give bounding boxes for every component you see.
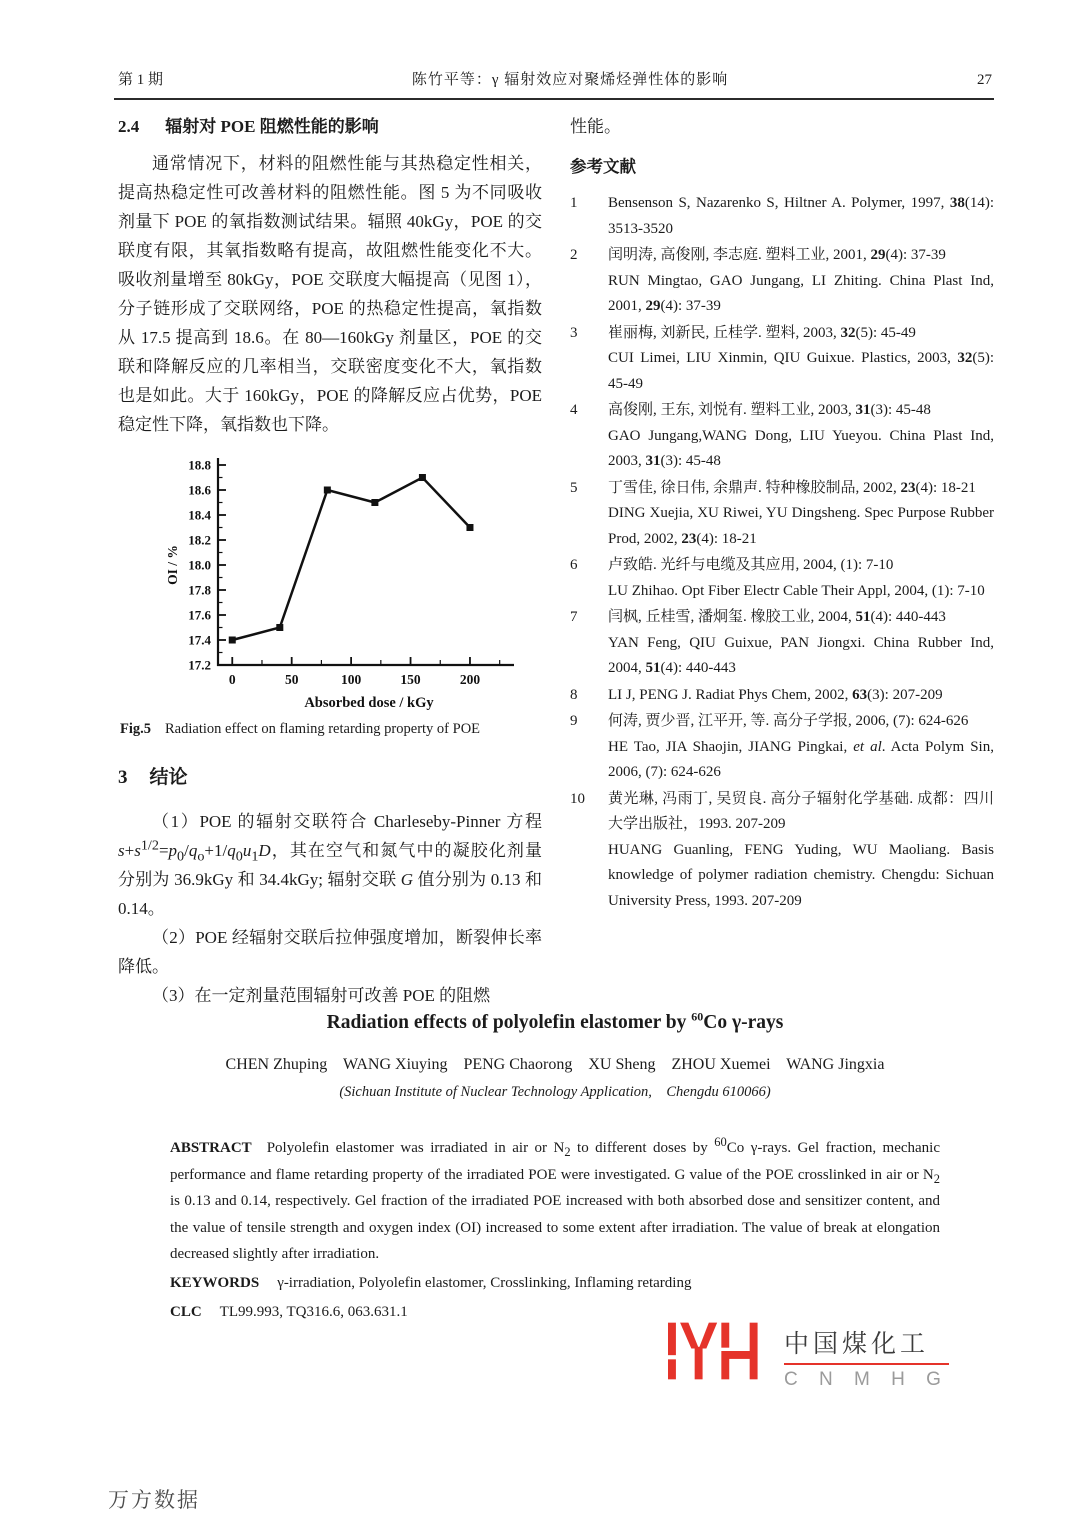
logo-red-rule bbox=[784, 1363, 949, 1365]
reference-number: 4 bbox=[570, 402, 578, 418]
conclusion-item: （3）在一定剂量范围辐射可改善 POE 的阻燃 bbox=[152, 986, 491, 1005]
reference-item bbox=[570, 476, 994, 553]
oi-line-chart bbox=[164, 451, 520, 713]
reference-citation: 黄光琳, 冯雨丁, 吴贸良. 高分子辐射化学基础. 成都：四川大学出版社，1993. 207-209 bbox=[608, 790, 994, 832]
reference-citation: LI J, PENG J. Radiat Phys Chem, 2002, 63(3): 207-209 bbox=[608, 686, 943, 703]
running-title: 陈竹平等：γ 辐射效应对聚烯烃弹性体的影响 bbox=[411, 72, 729, 88]
reference-body bbox=[608, 709, 994, 786]
svg-text:18.2: 18.2 bbox=[188, 532, 211, 548]
abstract-label: ABSTRACT bbox=[170, 1140, 252, 1156]
reference-item bbox=[570, 709, 994, 786]
reference-item bbox=[570, 553, 994, 604]
section-number: 2.4 bbox=[118, 117, 140, 136]
reference-body bbox=[608, 321, 994, 398]
svg-text:18.6: 18.6 bbox=[188, 482, 211, 498]
reference-item bbox=[570, 605, 994, 682]
keywords-line bbox=[170, 1270, 940, 1297]
svg-text:100: 100 bbox=[340, 672, 362, 687]
reference-citation: Bensenson S, Nazarenko S, Hiltner A. Polymer, 1997, 38(14): 3513-3520 bbox=[608, 195, 994, 237]
header-rule bbox=[114, 98, 994, 100]
conclusions bbox=[118, 807, 542, 1010]
english-title: Radiation effects of polyolefin elastomer by $^{60}$Co γ-rays bbox=[326, 1009, 784, 1033]
cnmhg-logo bbox=[668, 1322, 949, 1391]
section-title: 辐射对 POE 阻燃性能的影响 bbox=[165, 117, 379, 136]
keywords-label: KEYWORDS bbox=[170, 1274, 260, 1291]
figure-caption-text: Radiation effect on flaming retarding property of POE bbox=[165, 721, 481, 737]
authors-line: CHEN Zhuping WANG Xiuying PENG Chaorong XU Sheng ZHOU Xuemei WANG Jingxia bbox=[225, 1056, 885, 1073]
reference-citation: 高俊刚, 王东, 刘悦有. 塑料工业, 2003, 31(3): 45-48 bbox=[608, 402, 931, 418]
svg-text:200: 200 bbox=[459, 672, 481, 687]
reference-number: 3 bbox=[570, 324, 578, 341]
logo-latin-name: C N M H G bbox=[784, 1369, 949, 1390]
svg-text:Absorbed dose / kGy: Absorbed dose / kGy bbox=[304, 695, 434, 711]
reference-citation: DING Xuejia, XU Riwei, YU Dingsheng. Spec Purpose Rubber Prod, 2002, 23(4): 18-21 bbox=[608, 505, 994, 547]
references-list bbox=[570, 191, 994, 914]
svg-text:18.4: 18.4 bbox=[188, 507, 211, 523]
svg-text:18.8: 18.8 bbox=[188, 457, 211, 473]
svg-text:50: 50 bbox=[284, 672, 299, 687]
figure-caption-label: Fig.5 bbox=[120, 721, 152, 737]
reference-number: 1 bbox=[570, 195, 578, 211]
continuation-text: 性能。 bbox=[570, 117, 621, 136]
reference-item bbox=[570, 243, 994, 320]
reference-item bbox=[570, 321, 994, 398]
keywords-text: γ-irradiation, Polyolefin elastomer, Crosslinking, Inflaming retarding bbox=[277, 1274, 692, 1291]
affiliation-line: (Sichuan Institute of Nuclear Technology Application, Chengdu 610066) bbox=[339, 1084, 771, 1100]
reference-number: 9 bbox=[570, 713, 578, 729]
clc-label: CLC bbox=[170, 1303, 202, 1320]
english-section bbox=[118, 1000, 992, 1326]
svg-text:17.6: 17.6 bbox=[188, 607, 211, 623]
reference-body bbox=[608, 191, 994, 242]
reference-citation: 崔丽梅, 刘新民, 丘桂学. 塑料, 2003, 32(5): 45-49 bbox=[608, 324, 916, 341]
section-3-heading bbox=[118, 762, 542, 789]
section-number: 3 bbox=[118, 767, 128, 788]
reference-citation: 闰明涛, 高俊刚, 李志庭. 塑料工业, 2001, 29(4): 37-39 bbox=[608, 247, 946, 263]
reference-citation: 卢致皓. 光纤与电缆及其应用, 2004, (1): 7-10 bbox=[608, 557, 894, 573]
reference-citation: HE Tao, JIA Shaojin, JIANG Pingkai, et al. Acta Polym Sin, 2006, (7): 624-626 bbox=[608, 738, 994, 780]
page-number: 27 bbox=[977, 72, 992, 88]
reference-item bbox=[570, 398, 994, 475]
reference-citation: CUI Limei, LIU Xinmin, QIU Guixue. Plastics, 2003, 32(5): 45-49 bbox=[608, 350, 994, 392]
reference-body bbox=[608, 605, 994, 682]
reference-body bbox=[608, 476, 994, 553]
svg-text:OI / %: OI / % bbox=[165, 545, 180, 585]
reference-citation: YAN Feng, QIU Guixue, PAN Jiongxi. China Rubber Ind, 2004, 51(4): 440-443 bbox=[608, 634, 994, 676]
svg-text:0: 0 bbox=[228, 672, 236, 687]
reference-citation: RUN Mingtao, GAO Jungang, LI Zhiting. China Plast Ind, 2001, 29(4): 37-39 bbox=[608, 272, 994, 314]
svg-text:17.4: 17.4 bbox=[188, 632, 211, 648]
reference-item bbox=[570, 191, 994, 242]
abstract-paragraph bbox=[170, 1135, 940, 1268]
page-header bbox=[118, 68, 992, 89]
reference-number: 8 bbox=[570, 686, 578, 703]
logo-chinese-name: 中国煤化工 bbox=[784, 1330, 930, 1358]
conclusion-item: （1）POE 的辐射交联符合 Charleseby-Pinner 方程 $s+s^{1/2}=p_0/q_o+1/q_0u_1D$，其在空气和氮气中的凝胶化剂量分别为 36.9kGy 和 34.4kGy; 辐射交联 G 值分别为 0.13 和 0.14。 bbox=[118, 812, 542, 918]
reference-item bbox=[570, 787, 994, 915]
clc-text: TL99.993, TQ316.6, 063.631.1 bbox=[219, 1303, 408, 1320]
figure-5-caption bbox=[120, 721, 542, 738]
wanfang-watermark: 万方数据 bbox=[108, 1489, 200, 1512]
monogram-shapes bbox=[668, 1323, 758, 1380]
reference-citation: LU Zhihao. Opt Fiber Electr Cable Their Appl, 2004, (1): 7-10 bbox=[608, 582, 985, 599]
abstract-text: Polyolefin elastomer was irradiated in air or $N_2$ to different doses by $^{60}$Co γ-rays. Gel fraction, mechanic performance and flame retarding property of the irradiated POE were investigated. G value of the POE crosslinked in air or $N_2$ is 0.13 and 0.14, respectively. Gel fraction of the irradiated POE increased with both absorbed dose and sensitizer content, and the value of tensile strength and oxygen index (OI) increased to some extent after irradiation. The value of break at elongation decreased slightly after irradiation. bbox=[170, 1135, 940, 1262]
reference-number: 6 bbox=[570, 557, 578, 573]
reference-citation: HUANG Guanling, FENG Yuding, WU Maoliang. Basis knowledge of polymer radiation chemistry. Chengdu: Sichuan University Press, 1993. 207-209 bbox=[608, 841, 994, 909]
reference-body bbox=[608, 398, 994, 475]
svg-text:17.2: 17.2 bbox=[188, 657, 211, 673]
reference-number: 10 bbox=[570, 790, 585, 807]
reference-body bbox=[608, 787, 994, 915]
reference-item bbox=[570, 683, 994, 709]
reference-body bbox=[608, 553, 994, 604]
right-column bbox=[570, 112, 994, 915]
reference-citation: GAO Jungang,WANG Dong, LIU Yueyou. China Plast Ind, 2003, 31(3): 45-48 bbox=[608, 427, 994, 469]
svg-text:17.8: 17.8 bbox=[188, 582, 211, 598]
reference-number: 2 bbox=[570, 247, 578, 263]
section-2-4-heading bbox=[118, 112, 542, 137]
reference-number: 5 bbox=[570, 479, 578, 496]
section-2-4-paragraph: 通常情况下，材料的阻燃性能与其热稳定性相关，提高热稳定性可改善材料的阻燃性能。图 5 为不同吸收剂量下 POE 的氧指数测试结果。辐照 40kGy，POE 的交联度有限，其氧指数略有提高，故阻燃性能变化不大。吸收剂量增至 80kGy，POE 交联度大幅提高（见图 1），分子链形成了交联网络，POE 的热稳定性提高，氧指数从 17.5 提高到 18.6。在 80—160kGy 剂量区，POE 的交联和降解反应的几率相当，交联密度变化不大，氧指数也是如此。大于 160kGy，POE 的降解反应占优势，POE 稳定性下降，氧指数也下降。 bbox=[118, 154, 542, 434]
reference-citation: 何涛, 贾少晋, 江平开, 等. 高分子学报, 2006, (7): 624-626 bbox=[608, 713, 969, 729]
reference-body bbox=[608, 243, 994, 320]
references-heading: 参考文献 bbox=[570, 157, 636, 176]
reference-citation: 丁雪佳, 徐日伟, 余鼎声. 特种橡胶制品, 2002, 23(4): 18-21 bbox=[608, 479, 976, 496]
left-column bbox=[118, 112, 542, 1010]
reference-body bbox=[608, 683, 994, 709]
section-title: 结论 bbox=[149, 767, 188, 788]
reference-number: 7 bbox=[570, 609, 578, 625]
issue-label: 第 1 期 bbox=[118, 72, 164, 88]
svg-text:150: 150 bbox=[400, 672, 421, 687]
reference-citation: 闫枫, 丘桂雪, 潘炯玺. 橡胶工业, 2004, 51(4): 440-443 bbox=[608, 609, 946, 625]
logo-text bbox=[784, 1322, 949, 1391]
conclusion-item: （2）POE 经辐射交联后拉伸强度增加，断裂伸长率降低。 bbox=[118, 928, 542, 976]
figure-5 bbox=[118, 451, 542, 738]
svg-text:18.0: 18.0 bbox=[188, 557, 211, 573]
cnmhg-monogram-icon bbox=[668, 1322, 768, 1380]
